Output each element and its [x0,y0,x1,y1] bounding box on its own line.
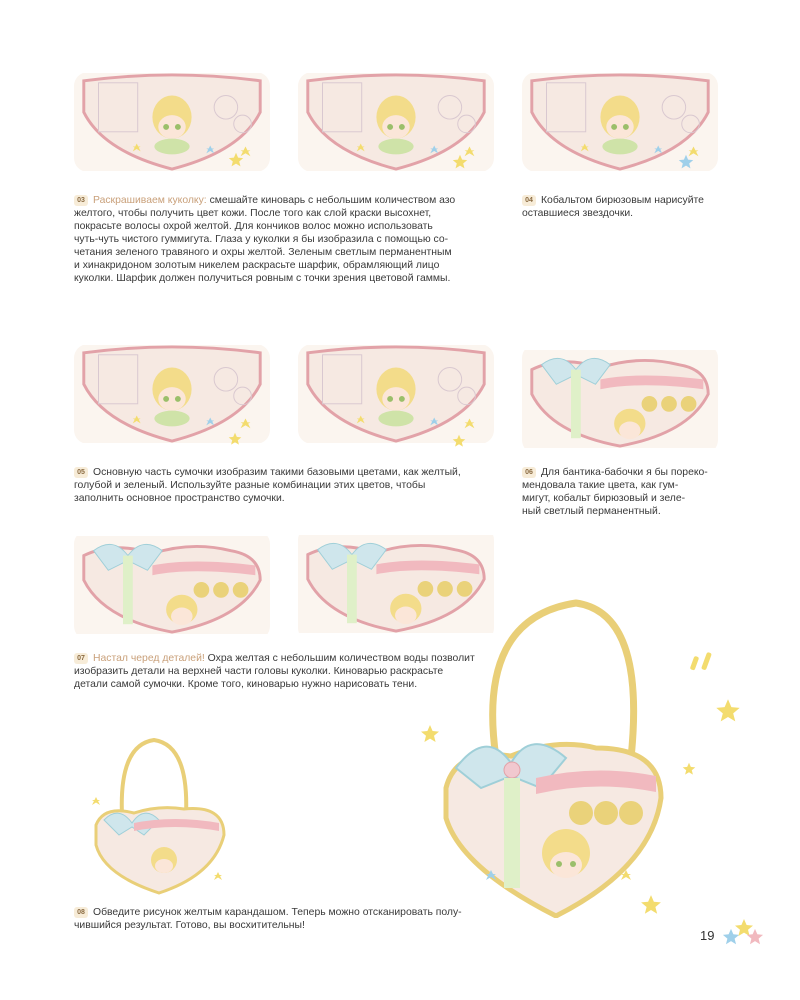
step-05-illustration-a [74,344,270,444]
step-number: 08 [74,907,88,918]
step-03-text: 03 Раскрашиваем куколку: смешайте киноварь с небольшим количеством азо желтого, чтобы получить цвет кожи. После того как слой краски высохнет, покрасьте волосы охрой желтой. Для кончиков волос можно использовать чуть-чуть чистого гуммигута. Глаза у куколки я бы изобразила с помощью со- четания зеленого травяного и охры желтой. Зеленым светлым перманентным и хинакридоном золотым никелем раскрасьте шарфик, обрамляющий лицо куколки. Шарфик должен получиться ровным с точки зрения цветовой гаммы. [74,195,456,284]
step-07-text: 07 Настал черед деталей! Охра желтая с небольшим количеством воды позволит изобразить детали на верхней части головы куколки. Киноварью раскрасьте детали самой сумочки. Кроме того, киноварью нужно нарисовать тени. [74,653,475,690]
star-icon [452,154,468,170]
step-number: 04 [522,195,536,206]
star-icon [715,698,741,724]
step-04-text: 04 Кобальтом бирюзовым нарисуйте оставшиеся звездочки. [522,195,704,219]
page-number: 19 [700,928,715,943]
small-heart-bag-illustration [74,735,244,895]
sparkle-icon [688,650,718,680]
star-icon [682,762,696,776]
step-07-illustration-a [74,530,270,640]
step-number: 06 [522,467,536,478]
star-icon [452,434,466,448]
step-05-text: 05 Основную часть сумочки изобразим такими базовыми цветами, как желтый, голубой и зеленый. Используйте разные комбинации этих цветов, чтобы заполнить основное пространство сумочки. [74,467,461,504]
step-08-text: 08 Обведите рисунок желтым карандашом. Теперь можно отсканировать полу- чившийся результат. Готово, вы восхитительны! [74,907,462,931]
step-number: 03 [74,195,88,206]
large-heart-bag-illustration [416,598,676,918]
star-icon [420,724,440,744]
step-number: 05 [74,467,88,478]
star-icon [678,154,694,170]
star-icon [228,432,242,446]
step-06-illustration [522,344,718,454]
star-icon [228,152,244,168]
step-06-text: 06 Для бантика-бабочки я бы пореко- мендовала такие цвета, как гум- мигут, кобальт бирюзовый и зеле- ный светлый перманентный. [522,467,708,517]
step-lead: Настал черед деталей! [93,653,205,664]
step-lead: Раскрашиваем куколку: [93,195,207,206]
step-05-illustration-b [298,344,494,444]
star-cluster-icon [722,918,766,948]
star-icon [640,894,662,916]
step-number: 07 [74,653,88,664]
